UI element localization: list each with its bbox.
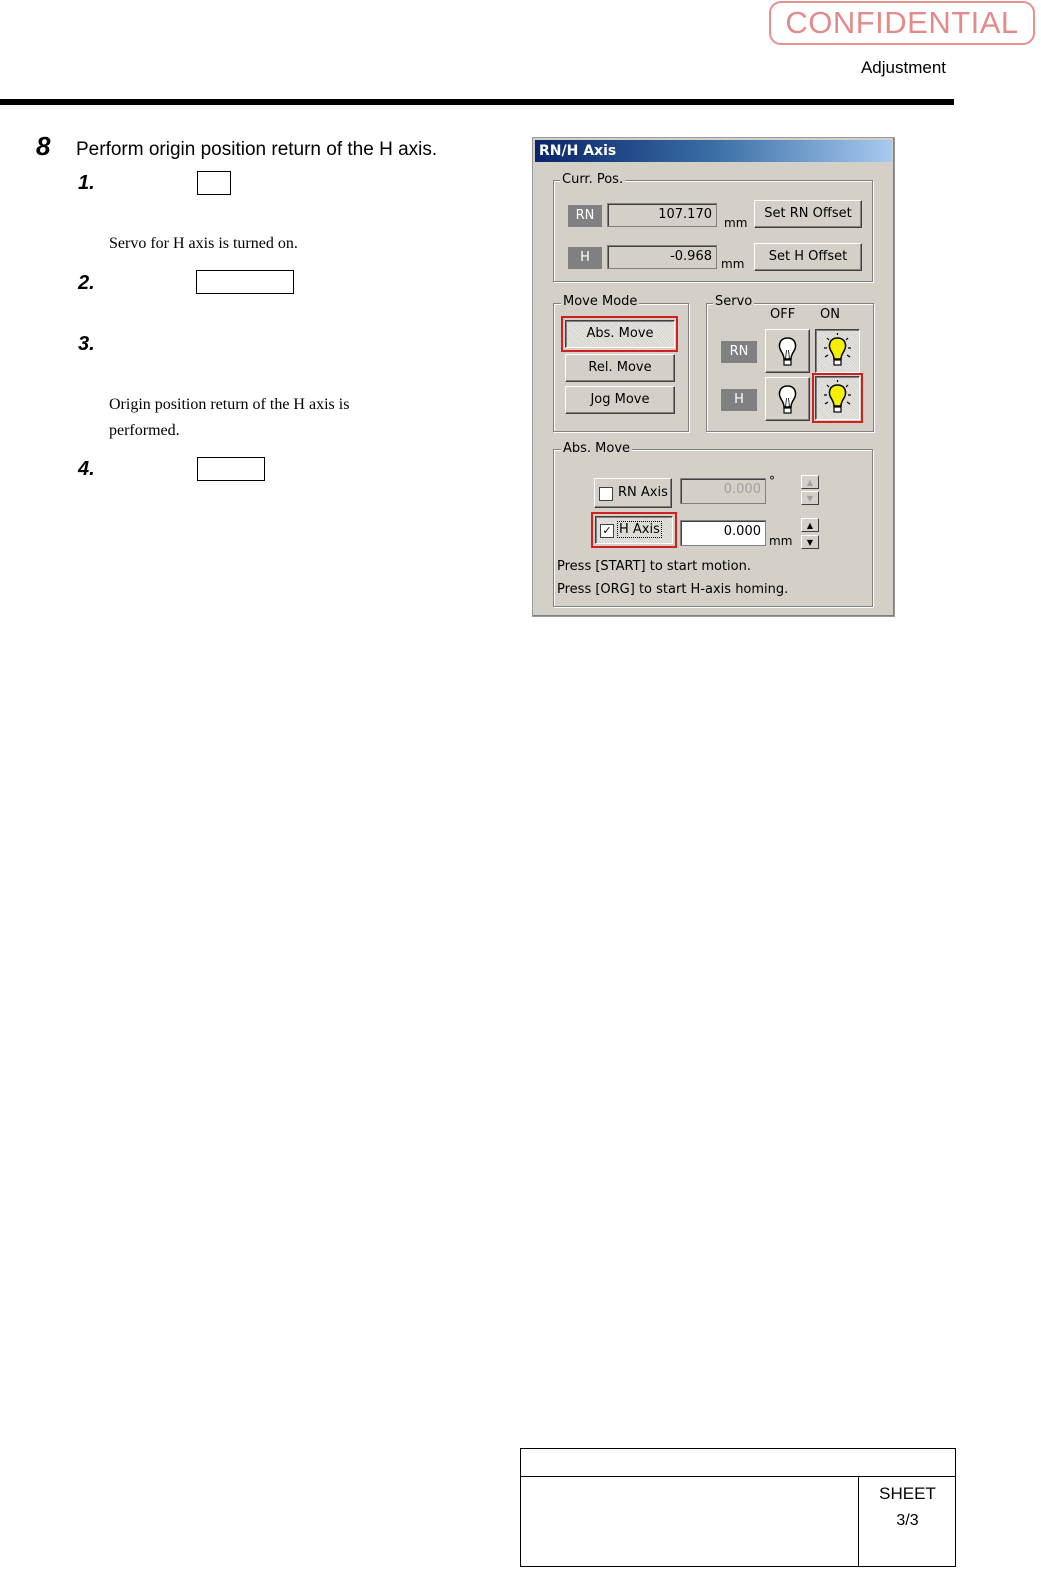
curr-pos-rn-label: RN xyxy=(568,205,602,227)
rn-axis-checkbox-button[interactable] xyxy=(594,478,672,508)
step-title: Perform origin position return of the H axis. xyxy=(76,139,438,160)
substep-4-number: 4. xyxy=(78,458,95,480)
h-axis-unit: mm xyxy=(769,534,793,548)
jog-move-button[interactable]: Jog Move xyxy=(565,386,675,414)
servo-on-label: ON xyxy=(820,307,840,322)
move-mode-legend: Move Mode xyxy=(563,294,638,309)
curr-pos-rn-unit: mm xyxy=(724,216,748,230)
curr-pos-rn-value: 107.170 xyxy=(607,203,717,227)
servo-off-label: OFF xyxy=(770,307,796,322)
set-rn-offset-button[interactable]: Set RN Offset xyxy=(754,200,862,228)
curr-pos-h-value: -0.968 xyxy=(607,245,717,269)
h-spin-up[interactable]: ▲ xyxy=(801,518,819,532)
servo-legend: Servo xyxy=(715,294,753,309)
servo-h-off-button[interactable] xyxy=(765,377,810,421)
key-box-4 xyxy=(197,457,265,481)
substep-3-number: 3. xyxy=(78,333,95,355)
rn-spin-down[interactable]: ▼ xyxy=(801,491,819,505)
set-h-offset-button[interactable]: Set H Offset xyxy=(754,243,862,271)
key-box-1 xyxy=(197,171,231,195)
hint-start: Press [START] to start motion. xyxy=(557,559,751,574)
abs-move-button[interactable]: Abs. Move xyxy=(565,320,675,348)
section-label: Adjustment xyxy=(860,58,946,77)
rn-axis-value: 0.000 xyxy=(680,478,766,504)
substep-1-note: Servo for H axis is turned on. xyxy=(109,235,298,252)
servo-rn-on-button[interactable] xyxy=(815,329,860,373)
servo-rn-label: RN xyxy=(721,341,757,363)
dialog-title: RN/H Axis xyxy=(535,140,892,162)
bulb-on-icon xyxy=(816,330,859,372)
key-box-2 xyxy=(196,270,294,294)
confidential-stamp: CONFIDENTIAL xyxy=(769,1,1035,45)
curr-pos-legend: Curr. Pos. xyxy=(562,172,624,187)
servo-h-on-button[interactable] xyxy=(815,376,860,420)
servo-h-label: H xyxy=(721,389,757,411)
footer-divider xyxy=(520,1476,956,1477)
substep-1-number: 1. xyxy=(78,172,95,194)
step-number: 8 xyxy=(36,131,51,161)
rn-axis-checkbox[interactable] xyxy=(599,487,613,501)
h-axis-value[interactable]: 0.000 xyxy=(680,520,766,546)
rn-axis-label: RN Axis xyxy=(618,485,668,500)
curr-pos-h-unit: mm xyxy=(721,257,745,271)
servo-rn-off-button[interactable] xyxy=(765,329,810,373)
bulb-off-icon xyxy=(766,378,809,420)
abs-move-legend: Abs. Move xyxy=(563,441,631,456)
rn-spin-up[interactable]: ▲ xyxy=(801,475,819,489)
h-axis-label: H Axis xyxy=(619,522,660,537)
footer-table xyxy=(520,1448,956,1567)
h-spin-down[interactable]: ▼ xyxy=(801,535,819,549)
bulb-off-icon xyxy=(766,330,809,372)
substep-3-note: Origin position return of the H axis is performed. xyxy=(109,396,350,439)
rn-axis-unit: ° xyxy=(769,474,775,488)
rn-h-axis-dialog xyxy=(532,137,895,617)
sheet-label: SHEET xyxy=(879,1484,936,1503)
header-rule xyxy=(0,99,954,105)
hint-org: Press [ORG] to start H-axis homing. xyxy=(557,582,789,597)
h-axis-checkbox[interactable]: ✓ xyxy=(600,524,614,538)
bulb-on-icon xyxy=(816,377,859,419)
substep-2-number: 2. xyxy=(78,272,95,294)
h-axis-checkbox-button[interactable] xyxy=(595,516,673,544)
curr-pos-h-label: H xyxy=(568,247,602,269)
sheet-value: 3/3 xyxy=(896,1512,919,1529)
rel-move-button[interactable]: Rel. Move xyxy=(565,354,675,382)
